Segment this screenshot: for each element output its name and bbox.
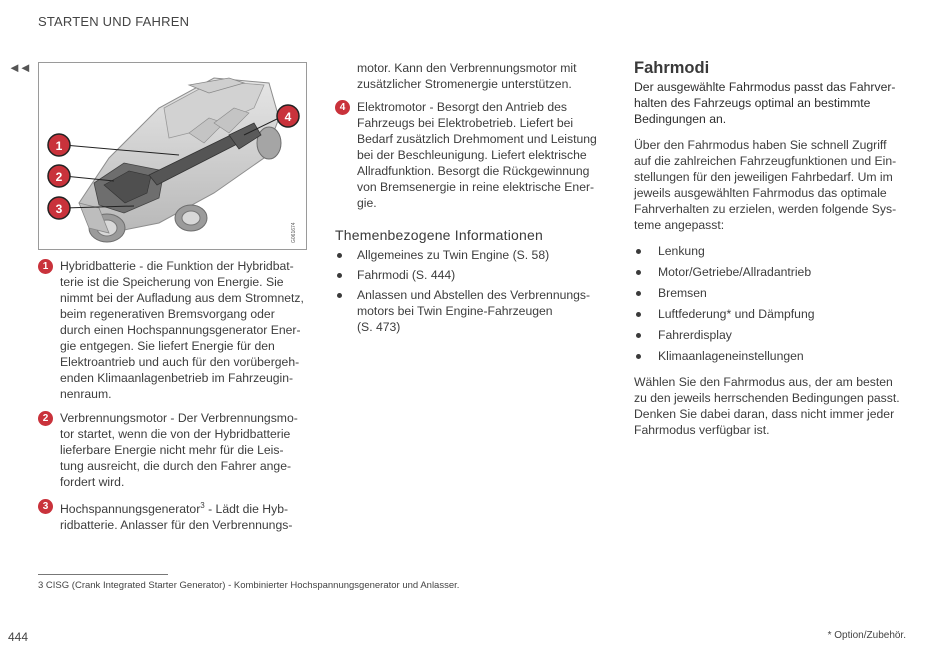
text-line: von Bremsenergie in reine elektrische Ener- bbox=[357, 180, 595, 194]
text-line: enden Klimaanlagenbetrieb im Fahrzeugin- bbox=[60, 371, 294, 385]
text-line: lieferbare Energie nicht mehr für die Leis- bbox=[60, 443, 284, 457]
svg-text:1: 1 bbox=[55, 139, 63, 153]
svg-text:2: 2 bbox=[55, 170, 63, 184]
text-line: beim regenerativen Bremsvorgang oder bbox=[60, 307, 275, 321]
section-header: STARTEN UND FAHREN bbox=[38, 14, 190, 29]
bullet-icon bbox=[337, 273, 342, 278]
bullet-icon bbox=[636, 333, 641, 338]
text-line: Hochspannungsgenerator$^3$ - Lädt die Hyb- bbox=[60, 501, 289, 517]
text-line: Fahrzeugs bei Elektrobetrieb. Liefert bei bbox=[357, 116, 574, 130]
footnote-divider bbox=[38, 574, 168, 575]
text-line: tung ausreicht, die durch den Fahrer ange- bbox=[60, 459, 292, 473]
intro-paragraph: Über den Fahrmodus haben Sie schnell Zugriff auf die zahlreichen Fahrzeugfunktionen und Ein- stellungen für den jeweiligen Fahrbedarf. Um im jeweils ausgewählten Fahrmodus das optimale Fahrverhalten zu erzielen, werden folgende Sys- teme angepasst: bbox=[634, 138, 897, 232]
text-line: nimmt bei der Aufladung aus dem Stromnetz, bbox=[60, 291, 304, 305]
callout-badge-2: 2 bbox=[38, 411, 53, 426]
bullet-icon bbox=[636, 270, 641, 275]
text-line: zusätzlicher Stromenergie unterstützen. bbox=[357, 77, 572, 91]
text-line: Verbrennungsmotor - Der Verbrennungsmo- bbox=[60, 411, 298, 425]
list-item: Klimaanlageneinstellungen bbox=[634, 348, 906, 364]
bullet-icon bbox=[337, 253, 342, 258]
list-item: Lenkung bbox=[634, 243, 906, 259]
callout-3 bbox=[48, 197, 70, 219]
legend-item-2 bbox=[38, 410, 310, 490]
link-text: Allgemeines zu Twin Engine (S. 58) bbox=[357, 248, 550, 262]
text-line: terie ist die Speicherung von Energie. Sie bbox=[60, 275, 284, 289]
related-link-anlassen[interactable] bbox=[335, 287, 607, 335]
bullet-icon bbox=[636, 354, 641, 359]
bullet-icon bbox=[337, 293, 342, 298]
callout-badge-3: 3 bbox=[38, 499, 53, 514]
page-number: 444 bbox=[8, 630, 29, 644]
text-line: ridbatterie. Anlasser für den Verbrennungs- bbox=[60, 518, 293, 533]
callout-4 bbox=[277, 105, 299, 127]
svg-text:4: 4 bbox=[284, 110, 292, 124]
list-item: Fahrerdisplay bbox=[634, 327, 906, 343]
link-text: (S. 473) bbox=[357, 320, 401, 334]
callout-2 bbox=[48, 165, 70, 187]
text-line: nenraum. bbox=[60, 387, 112, 401]
callout-1 bbox=[48, 134, 70, 156]
back-arrows-icon[interactable]: ◄◄ bbox=[8, 60, 30, 75]
callout-badge-4: 4 bbox=[335, 100, 350, 115]
text-line: tor startet, wenn die von der Hybridbatterie bbox=[60, 427, 291, 441]
option-note: * Option/Zubehör. bbox=[827, 630, 906, 641]
footnote-ref[interactable]: 3 bbox=[200, 501, 205, 510]
related-link-fahrmodi[interactable] bbox=[335, 267, 607, 283]
link-text: motors bei Twin Engine-Fahrzeugen bbox=[357, 304, 553, 318]
legend-item-3 bbox=[38, 498, 310, 533]
section-title: Fahrmodi bbox=[634, 59, 710, 77]
column-left bbox=[38, 258, 310, 541]
legend-item-4 bbox=[335, 99, 607, 211]
link-text: Anlassen und Abstellen des Verbrennungs- bbox=[357, 288, 591, 302]
related-link-twin-engine[interactable] bbox=[335, 247, 607, 263]
link-text: Fahrmodi (S. 444) bbox=[357, 268, 456, 282]
text-line: gie entgegen. Sie liefert Energie für den bbox=[60, 339, 275, 353]
hybrid-car-svg bbox=[39, 63, 306, 249]
text-line: gie. bbox=[357, 196, 377, 210]
callout-badge-1: 1 bbox=[38, 259, 53, 274]
text-line: fordert wird. bbox=[60, 475, 125, 489]
footnote: 3 CISG (Crank Integrated Starter Generator) - Kombinierter Hochspannungsgenerator und Anlasser. bbox=[38, 580, 460, 591]
figure-code: G061674 bbox=[291, 222, 297, 243]
svg-text:3: 3 bbox=[55, 202, 63, 216]
legend-item-3-continued bbox=[335, 60, 607, 92]
text-line: Elektromotor - Besorgt den Antrieb des bbox=[357, 100, 568, 114]
text-line: motor. Kann den Verbrennungsmotor mit bbox=[357, 61, 577, 75]
lead-paragraph: Der ausgewählte Fahrmodus passt das Fahrver- halten des Fahrzeugs optimal an bestimmte Bedingungen an. bbox=[634, 80, 896, 126]
column-middle bbox=[335, 60, 607, 339]
car-illustration bbox=[38, 62, 307, 250]
text-line: Bedarf zusätzlich Drehmoment und Leistung bbox=[357, 132, 597, 146]
text-line: Hybridbatterie - die Funktion der Hybridbat- bbox=[60, 259, 294, 273]
list-item: Luftfederung* und Dämpfung bbox=[634, 306, 906, 322]
bullet-icon bbox=[636, 249, 641, 254]
bullet-icon bbox=[636, 312, 641, 317]
bullet-icon bbox=[636, 291, 641, 296]
outro-paragraph: Wählen Sie den Fahrmodus aus, der am besten zu den jeweils herrschenden Bedingungen passt. Denken Sie dabei daran, dass nicht immer jeder Fahrmodus verfügbar ist. bbox=[634, 375, 900, 437]
systems-list bbox=[634, 243, 906, 364]
text-line: Allradfunktion. Besorgt die Rückgewinnung bbox=[357, 164, 590, 178]
column-right bbox=[634, 60, 906, 448]
legend-item-1 bbox=[38, 258, 310, 402]
list-item: Bremsen bbox=[634, 285, 906, 301]
text-line: Elektroantrieb und auch für den vorübergeh- bbox=[60, 355, 300, 369]
text-line: durch einen Hochspannungsgenerator Ener- bbox=[60, 323, 301, 337]
related-info-heading: Themenbezogene Informationen bbox=[335, 227, 543, 243]
list-item: Motor/Getriebe/Allradantrieb bbox=[634, 264, 906, 280]
text-line: bei der Beschleunigung. Liefert elektrische bbox=[357, 148, 587, 162]
